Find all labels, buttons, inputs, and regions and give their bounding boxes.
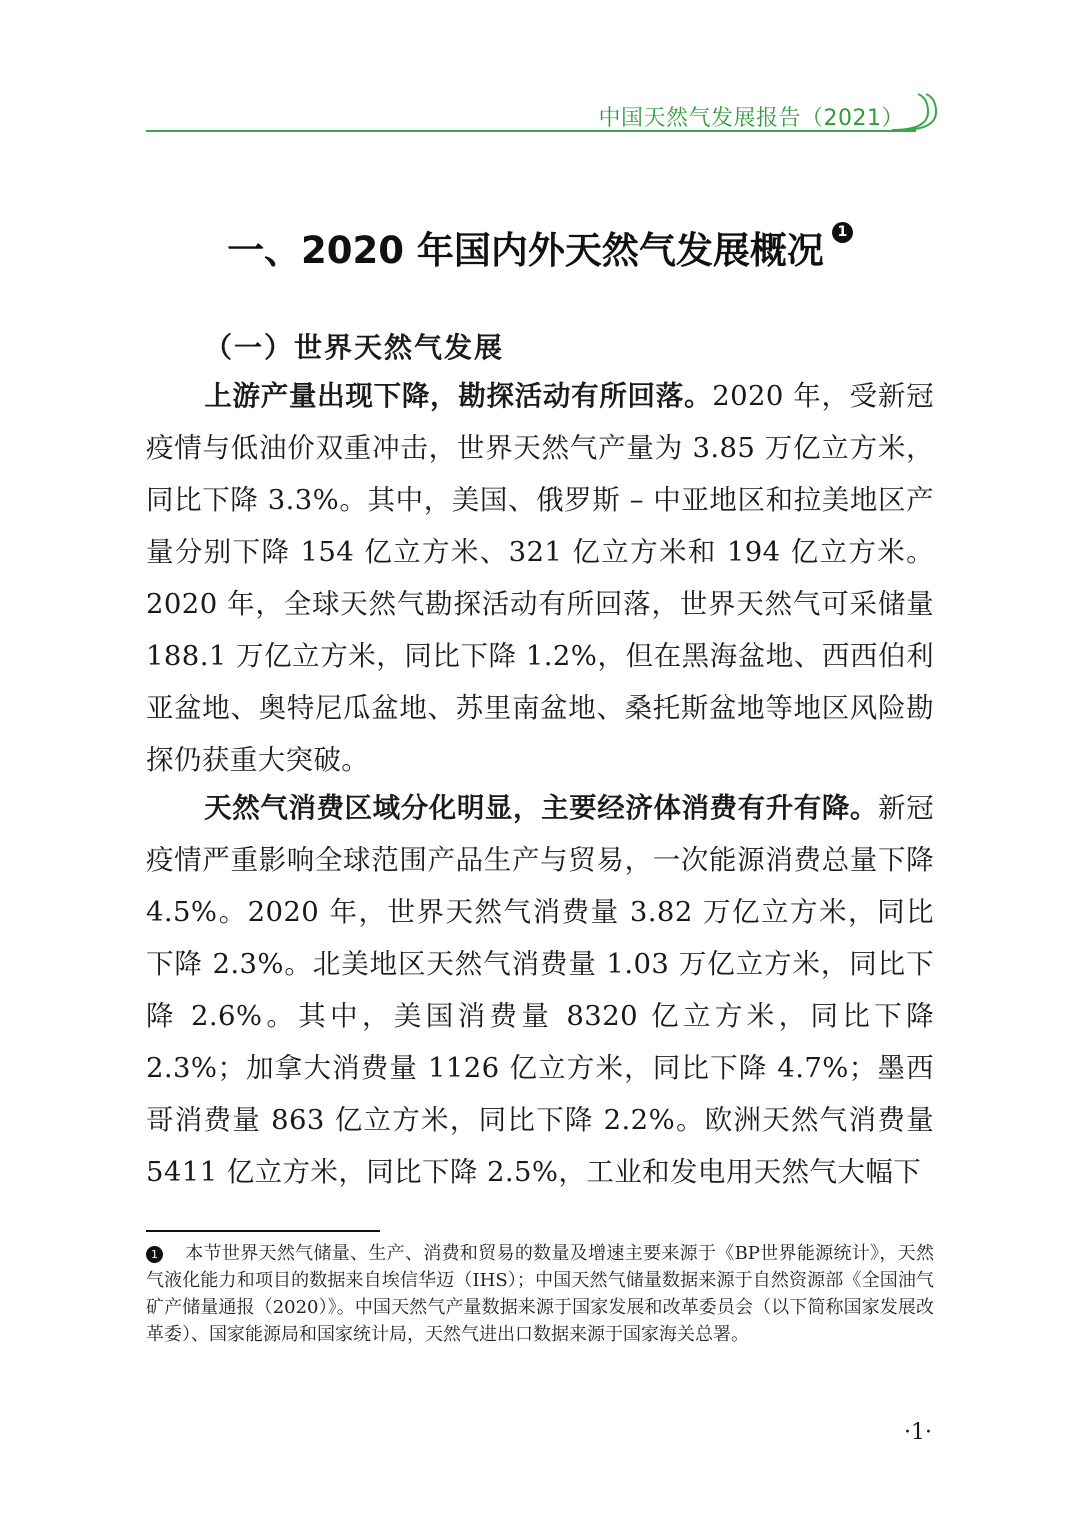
- paragraph-lead: 上游产量出现下降，勘探活动有所回落。: [204, 380, 713, 412]
- footnote-rule: [146, 1230, 380, 1232]
- header-rule: [146, 130, 916, 132]
- footnote: [146, 1240, 934, 1348]
- page-number: ·1·: [904, 1420, 932, 1445]
- header-arc-ornament: [888, 92, 942, 140]
- paragraph-text: 新冠疫情严重影响全球范围产品生产与贸易，一次能源消费总量下降 4.5%。2020 年，世界天然气消费量 3.82 万亿立方米，同比下降 2.3%。北美地区天然气消费量 1.03 万亿立方米，同比下降 2.6%。其中，美国消费量 8320 亿立方米，同比下降 2.3%；加拿大消费量 1126 亿立方米，同比下降 4.7%；墨西哥消费量 863 亿立方米，同比下降 2.2%。欧洲天然气消费量 5411 亿立方米，同比下降 2.5%，工业和发电用天然气大幅下: [146, 792, 934, 1188]
- section-title-text: 一、2020 年国内外天然气发展概况: [227, 229, 824, 272]
- paragraph-text: 2020 年，受新冠疫情与低油价双重冲击，世界天然气产量为 3.85 万亿立方米，同比下降 3.3%。其中，美国、俄罗斯 – 中亚地区和拉美地区产量分别下降 154 亿立方米、321 亿立方米和 194 亿立方米。2020 年，全球天然气勘探活动有所回落，世界天然气可采储量 188.1 万亿立方米，同比下降 1.2%，但在黑海盆地、西西伯利亚盆地、奥特尼瓜盆地、苏里南盆地、桑托斯盆地等地区风险勘探仍获重大突破。: [146, 380, 934, 776]
- paragraph-lead: 天然气消费区域分化明显，主要经济体消费有升有降。: [204, 792, 878, 824]
- section-title: [0, 220, 1080, 274]
- running-header-title: 中国天然气发展报告（2021）: [598, 106, 904, 131]
- body-paragraph: [146, 782, 934, 1198]
- body-paragraph: [146, 370, 934, 786]
- footnote-text: 本节世界天然气储量、生产、消费和贸易的数量及增速主要来源于《BP世界能源统计》，天然气液化能力和项目的数据来自埃信华迈（IHS）；中国天然气储量数据来源于自然资源部《全国油气矿产储量通报（2020）》。中国天然气产量数据来源于国家发展和改革委员会（以下简称国家发展改革委）、国家能源局和国家统计局，天然气进出口数据来源于国家海关总署。: [146, 1243, 934, 1345]
- footnote-marker: 1: [146, 1246, 163, 1263]
- footnote-reference-marker[interactable]: 1: [832, 222, 853, 243]
- subsection-heading: （一）世界天然气发展: [204, 331, 505, 364]
